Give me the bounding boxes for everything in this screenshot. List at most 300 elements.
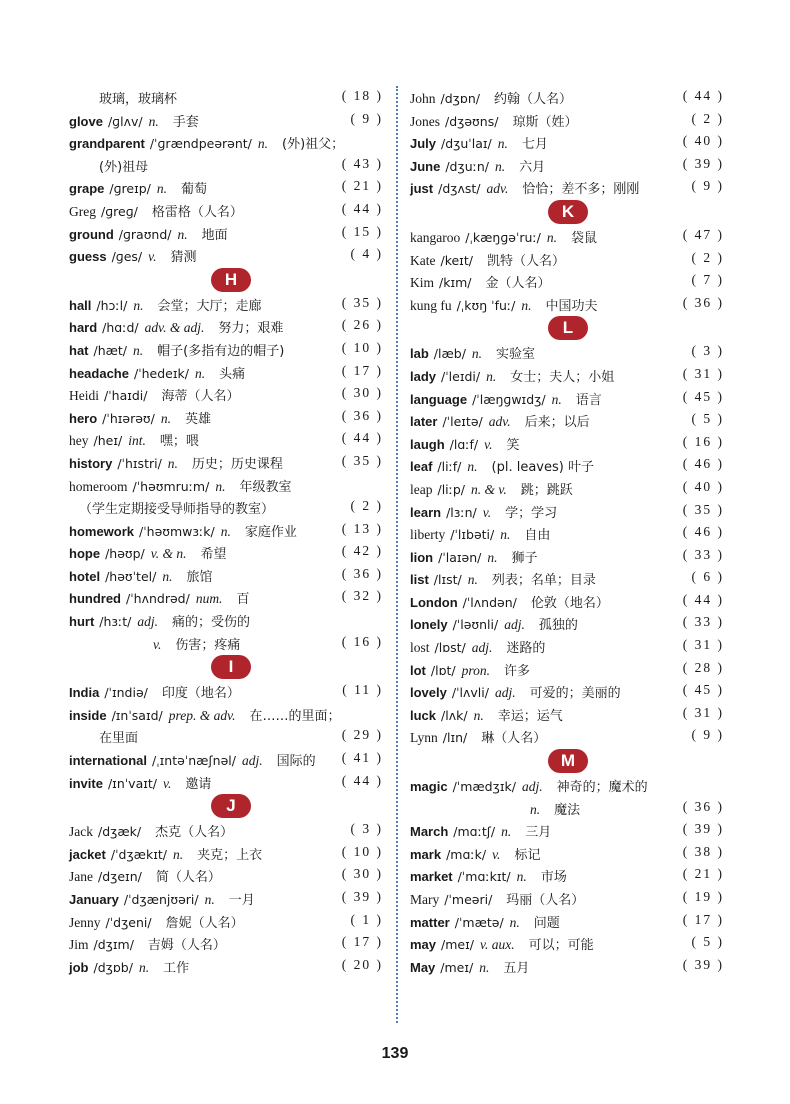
entry-text bbox=[410, 547, 538, 566]
part-of-speech: n. bbox=[204, 892, 215, 907]
phonetic: /dʒɒn/ bbox=[440, 91, 480, 106]
meaning: 海蒂（人名） bbox=[161, 389, 240, 405]
phonetic: /lɒst/ bbox=[434, 640, 466, 656]
lesson-reference: ( 16 ) bbox=[682, 433, 724, 449]
meaning: 杰克（人名） bbox=[155, 825, 234, 841]
lesson-reference: ( 46 ) bbox=[682, 524, 724, 540]
headword: history bbox=[69, 455, 113, 471]
part-of-speech: adj. bbox=[241, 753, 263, 769]
glossary-entry bbox=[410, 612, 724, 635]
meaning: 恰恰；差不多；刚刚 bbox=[522, 182, 640, 198]
part-of-speech: n. bbox=[194, 365, 206, 381]
headword: hero bbox=[69, 410, 98, 426]
entry-text bbox=[69, 634, 240, 653]
glossary-entry bbox=[410, 86, 724, 109]
headword: Heidi bbox=[69, 388, 99, 404]
entry-text bbox=[410, 682, 621, 701]
headword: lion bbox=[410, 549, 434, 565]
lesson-reference: ( 16 ) bbox=[341, 633, 383, 649]
entry-text bbox=[410, 776, 648, 795]
phonetic: /ˈhɪərəʊ/ bbox=[102, 410, 155, 426]
meaning: 在里面 bbox=[99, 731, 139, 747]
headword: Jim bbox=[69, 937, 89, 953]
entry-text bbox=[410, 250, 565, 269]
glossary-entry bbox=[410, 680, 724, 703]
glossary-entry bbox=[69, 887, 383, 910]
meaning: 家庭作业 bbox=[244, 524, 297, 540]
part-of-speech: n. bbox=[133, 297, 144, 313]
part-of-speech: n. bbox=[494, 158, 506, 174]
entry-text bbox=[69, 543, 227, 562]
glossary-entry bbox=[410, 590, 724, 613]
entry-text bbox=[410, 821, 551, 840]
meaning: 可以；可能 bbox=[528, 938, 594, 954]
headword: liberty bbox=[410, 527, 446, 543]
glossary-entry bbox=[69, 819, 383, 842]
entry-text bbox=[69, 611, 250, 630]
meaning: 痛的；受伤的 bbox=[172, 615, 251, 631]
headword: laugh bbox=[410, 436, 445, 452]
entry-text bbox=[410, 866, 567, 885]
glossary-entry bbox=[69, 609, 383, 632]
part-of-speech: n. bbox=[133, 342, 144, 358]
headword: hope bbox=[69, 546, 101, 562]
glossary-entry bbox=[69, 86, 383, 109]
lesson-reference: ( 44 ) bbox=[682, 591, 724, 607]
section-header bbox=[69, 793, 383, 819]
entry-text bbox=[410, 178, 639, 197]
meaning: 学；学习 bbox=[505, 505, 558, 521]
entry-text bbox=[69, 363, 245, 382]
lesson-reference: ( 44 ) bbox=[341, 200, 383, 216]
lesson-reference: ( 44 ) bbox=[341, 430, 383, 446]
meaning: (pl. leaves) 叶子 bbox=[491, 460, 594, 476]
headword: leaf bbox=[410, 459, 433, 475]
meaning: (外)祖父； bbox=[282, 137, 345, 153]
part-of-speech: n. bbox=[172, 846, 184, 862]
part-of-speech: n. bbox=[551, 391, 562, 407]
meaning: 列表；名单；目录 bbox=[491, 573, 596, 589]
entry-text bbox=[69, 453, 283, 472]
meaning: (外)祖母 bbox=[99, 159, 149, 175]
entry-text bbox=[69, 521, 297, 540]
entry-text bbox=[410, 133, 548, 152]
part-of-speech: v. bbox=[492, 846, 501, 862]
glossary-entry bbox=[69, 361, 383, 384]
meaning: 格雷格（人名） bbox=[151, 204, 243, 220]
meaning: 历史；历史课程 bbox=[191, 456, 283, 472]
meaning: 七月 bbox=[521, 137, 548, 153]
section-header bbox=[69, 267, 383, 293]
lesson-reference: ( 44 ) bbox=[341, 772, 383, 788]
entry-text bbox=[69, 750, 316, 769]
glossary-entry bbox=[410, 432, 724, 455]
section-header bbox=[410, 748, 724, 774]
phonetic: /ˈɪndiə/ bbox=[104, 685, 148, 701]
glossary-entry bbox=[410, 131, 724, 154]
headword: June bbox=[410, 158, 441, 174]
part-of-speech: adv. bbox=[486, 181, 509, 197]
glossary-entry bbox=[69, 564, 383, 587]
glossary-entry bbox=[69, 586, 383, 609]
phonetic: /meɪ/ bbox=[440, 959, 474, 975]
glossary-entry bbox=[69, 428, 383, 451]
phonetic: /ɪnˈsaɪd/ bbox=[111, 707, 163, 723]
section-letter-badge: L bbox=[548, 316, 588, 340]
lesson-reference: ( 17 ) bbox=[341, 362, 383, 378]
lesson-reference: ( 10 ) bbox=[341, 339, 383, 355]
phonetic: /ˈlʌvli/ bbox=[451, 685, 489, 701]
glossary-entry bbox=[69, 932, 383, 955]
meaning: 英雄 bbox=[184, 411, 211, 427]
glossary-entry bbox=[69, 541, 383, 564]
phonetic: /hæt/ bbox=[93, 342, 128, 358]
entry-text bbox=[410, 227, 597, 246]
entry-text bbox=[69, 340, 284, 359]
lesson-reference: ( 7 ) bbox=[691, 272, 724, 288]
lesson-reference: ( 1 ) bbox=[350, 911, 383, 927]
entry-text bbox=[69, 588, 249, 607]
part-of-speech: n. bbox=[257, 136, 269, 152]
entry-text bbox=[69, 295, 261, 314]
phonetic: /dʒæk/ bbox=[98, 824, 142, 840]
headword: job bbox=[69, 959, 89, 975]
part-of-speech: v. bbox=[163, 775, 172, 791]
phonetic: /dʒeɪn/ bbox=[98, 869, 142, 885]
phonetic: /ˈɡrændpeərənt/ bbox=[149, 136, 252, 152]
part-of-speech: n. bbox=[521, 297, 532, 313]
glossary-entry bbox=[410, 176, 724, 199]
meaning: 希望 bbox=[200, 547, 227, 563]
lesson-reference: ( 33 ) bbox=[682, 546, 724, 562]
meaning: 三月 bbox=[525, 825, 552, 841]
headword: Kim bbox=[410, 275, 435, 291]
glossary-entry bbox=[410, 225, 724, 248]
phonetic: /ˈmætə/ bbox=[454, 914, 504, 930]
headword: July bbox=[410, 136, 437, 152]
section-letter-badge: I bbox=[211, 655, 251, 679]
meaning: 地面 bbox=[201, 227, 228, 243]
glossary-entry bbox=[410, 500, 724, 523]
phonetic: /hɜːt/ bbox=[99, 614, 132, 630]
section-letter-badge: M bbox=[548, 749, 588, 773]
glossary-entry bbox=[410, 774, 724, 797]
part-of-speech: num. bbox=[195, 591, 223, 607]
meaning: 跳；跳跃 bbox=[520, 482, 573, 498]
meaning: 夹克；上衣 bbox=[197, 847, 263, 863]
entry-text bbox=[69, 566, 212, 585]
glossary-entry bbox=[69, 315, 383, 338]
part-of-speech: int. bbox=[128, 433, 146, 449]
glossary-entry bbox=[410, 364, 724, 387]
glossary-entry bbox=[69, 864, 383, 887]
entry-text bbox=[410, 569, 596, 588]
part-of-speech: n. bbox=[546, 229, 557, 245]
glossary-entry bbox=[410, 545, 724, 568]
meaning: 手套 bbox=[172, 114, 199, 130]
headword: learn bbox=[410, 504, 442, 520]
meaning: 会堂；大厅；走廊 bbox=[157, 298, 262, 314]
glossary-entry bbox=[69, 199, 383, 222]
entry-text bbox=[410, 343, 535, 362]
entry-text bbox=[410, 366, 614, 385]
meaning: 标记 bbox=[514, 847, 541, 863]
headword: language bbox=[410, 391, 468, 407]
part-of-speech: n. bbox=[220, 523, 231, 539]
glossary-column-left bbox=[69, 86, 383, 977]
phonetic: /mɑːk/ bbox=[446, 846, 487, 862]
part-of-speech: v. bbox=[484, 436, 493, 452]
glossary-entry bbox=[69, 748, 383, 771]
headword: homeroom bbox=[69, 478, 128, 494]
phonetic: /liːf/ bbox=[437, 459, 462, 475]
part-of-speech: n. bbox=[162, 568, 173, 584]
glossary-entry bbox=[69, 680, 383, 703]
lesson-reference: ( 45 ) bbox=[682, 388, 724, 404]
phonetic: /hɑːd/ bbox=[102, 320, 139, 336]
glossary-entry bbox=[410, 703, 724, 726]
part-of-speech: adv. & adj. bbox=[144, 320, 205, 336]
entry-text bbox=[410, 295, 597, 314]
part-of-speech: n. bbox=[215, 478, 226, 494]
entry-text bbox=[69, 773, 211, 792]
meaning: 可爱的；美丽的 bbox=[529, 686, 621, 702]
glossary-entry bbox=[69, 244, 383, 267]
entry-text bbox=[69, 866, 221, 885]
headword: John bbox=[410, 91, 436, 106]
lesson-reference: ( 47 ) bbox=[682, 226, 724, 242]
lesson-reference: ( 44 ) bbox=[682, 88, 724, 103]
lesson-reference: ( 42 ) bbox=[341, 543, 383, 559]
headword: hall bbox=[69, 297, 92, 313]
headword: may bbox=[410, 937, 437, 953]
entry-text bbox=[69, 957, 189, 976]
lesson-reference: ( 2 ) bbox=[691, 110, 724, 126]
headword: inside bbox=[69, 707, 107, 723]
entry-text bbox=[69, 844, 262, 863]
lesson-reference: ( 30 ) bbox=[341, 385, 383, 401]
headword: lonely bbox=[410, 617, 448, 633]
headword: Jones bbox=[410, 113, 440, 129]
entry-text bbox=[410, 479, 573, 498]
lesson-reference: ( 46 ) bbox=[682, 456, 724, 472]
phonetic: /ɡes/ bbox=[111, 249, 143, 265]
phonetic: /ˈlɪbəti/ bbox=[450, 527, 495, 543]
headword: hat bbox=[69, 342, 89, 358]
part-of-speech: adj. bbox=[521, 779, 543, 795]
phonetic: /ˈhaɪdi/ bbox=[104, 388, 148, 404]
meaning: 吉姆（人名） bbox=[147, 938, 226, 954]
headword: leap bbox=[410, 481, 433, 497]
meaning: 市场 bbox=[540, 870, 567, 886]
glossary-entry bbox=[410, 522, 724, 545]
phonetic: /ˌkæŋɡəˈruː/ bbox=[465, 229, 541, 245]
entry-text bbox=[69, 682, 240, 701]
phonetic: /lɜːn/ bbox=[446, 504, 477, 520]
headword: homework bbox=[69, 523, 135, 539]
meaning: 玻璃，玻璃杯 bbox=[99, 92, 178, 107]
phonetic: /ɡraʊnd/ bbox=[118, 226, 172, 242]
headword: hundred bbox=[69, 591, 121, 607]
entry-text bbox=[410, 524, 550, 543]
lesson-reference: ( 38 ) bbox=[682, 843, 724, 859]
phonetic: /meɪ/ bbox=[441, 937, 474, 953]
glossary-entry bbox=[69, 496, 383, 519]
glossary-entry bbox=[410, 955, 724, 978]
part-of-speech: n. bbox=[156, 181, 168, 197]
lesson-reference: ( 20 ) bbox=[341, 956, 383, 972]
glossary-entry bbox=[410, 725, 724, 748]
section-header bbox=[410, 315, 724, 341]
headword: invite bbox=[69, 775, 103, 791]
lesson-reference: ( 36 ) bbox=[341, 407, 383, 423]
entry-text bbox=[410, 389, 602, 408]
meaning: 詹妮（人名） bbox=[165, 915, 244, 931]
phonetic: /dʒəʊns/ bbox=[445, 113, 499, 129]
lesson-reference: ( 31 ) bbox=[682, 637, 724, 653]
glossary-entry bbox=[69, 383, 383, 406]
meaning: 嘿；喂 bbox=[159, 434, 199, 450]
meaning: 在……的里面； bbox=[249, 708, 341, 724]
section-header bbox=[69, 654, 383, 680]
section-letter-badge: K bbox=[548, 200, 588, 224]
phonetic: /mɑːtʃ/ bbox=[453, 824, 496, 840]
entry-text bbox=[69, 476, 291, 495]
glossary-entry bbox=[69, 703, 383, 726]
phonetic: /dʒʌst/ bbox=[438, 181, 481, 197]
meaning: 许多 bbox=[504, 663, 531, 679]
headword: lost bbox=[410, 640, 430, 656]
lesson-reference: ( 21 ) bbox=[682, 866, 724, 882]
glossary-entry bbox=[69, 406, 383, 429]
meaning: 孤独的 bbox=[538, 618, 578, 634]
part-of-speech: n. bbox=[148, 113, 159, 129]
entry-text bbox=[410, 727, 546, 746]
section-letter-badge: J bbox=[211, 794, 251, 818]
entry-text bbox=[69, 912, 244, 931]
headword: hurt bbox=[69, 614, 95, 630]
lesson-reference: ( 35 ) bbox=[341, 452, 383, 468]
phonetic: /lɪst/ bbox=[433, 572, 462, 588]
phonetic: /læb/ bbox=[433, 346, 466, 362]
lesson-reference: ( 9 ) bbox=[691, 727, 724, 743]
phonetic: /dʒɒb/ bbox=[93, 959, 133, 975]
glossary-entry bbox=[410, 477, 724, 500]
entry-text bbox=[410, 934, 594, 953]
meaning: 猜测 bbox=[170, 250, 197, 266]
lesson-reference: ( 43 ) bbox=[341, 155, 383, 171]
entry-text bbox=[69, 111, 199, 130]
lesson-reference: ( 36 ) bbox=[682, 798, 724, 814]
headword: hotel bbox=[69, 568, 101, 584]
meaning: 五月 bbox=[503, 960, 530, 976]
part-of-speech: n. bbox=[530, 801, 541, 817]
headword: hard bbox=[69, 320, 98, 336]
entry-text bbox=[410, 434, 520, 453]
lesson-reference: ( 39 ) bbox=[682, 821, 724, 837]
phonetic: /ˈlʌndən/ bbox=[462, 594, 517, 610]
lesson-reference: ( 18 ) bbox=[341, 88, 383, 103]
entry-text bbox=[410, 614, 578, 633]
glossary-column-right bbox=[410, 86, 724, 977]
entry-text bbox=[69, 727, 138, 746]
lesson-reference: ( 35 ) bbox=[682, 501, 724, 517]
glossary-entry bbox=[410, 248, 724, 271]
lesson-reference: ( 11 ) bbox=[342, 682, 383, 698]
column-divider bbox=[396, 86, 398, 1023]
entry-text bbox=[69, 889, 255, 908]
phonetic: /heɪ/ bbox=[93, 433, 123, 449]
lesson-reference: ( 17 ) bbox=[682, 911, 724, 927]
part-of-speech: n. bbox=[160, 410, 171, 426]
part-of-speech: adv. bbox=[488, 414, 511, 430]
lesson-reference: ( 3 ) bbox=[691, 343, 724, 359]
part-of-speech: adj. bbox=[504, 617, 525, 633]
headword: magic bbox=[410, 779, 448, 795]
glossary-entry bbox=[410, 341, 724, 364]
meaning: 凯特（人名） bbox=[486, 253, 565, 269]
phonetic: /dʒuˈlaɪ/ bbox=[441, 136, 492, 152]
glossary-entry bbox=[410, 387, 724, 410]
headword: ground bbox=[69, 226, 114, 242]
lesson-reference: ( 31 ) bbox=[682, 365, 724, 381]
glossary-entry bbox=[69, 632, 383, 655]
lesson-reference: ( 9 ) bbox=[691, 178, 724, 194]
glossary-entry bbox=[410, 864, 724, 887]
part-of-speech: n. bbox=[177, 226, 188, 242]
entry-text bbox=[410, 456, 594, 475]
part-of-speech: v. aux. bbox=[479, 937, 515, 953]
headword: just bbox=[410, 181, 434, 197]
phonetic: /həʊˈtel/ bbox=[105, 568, 157, 584]
meaning: 自由 bbox=[524, 528, 551, 544]
headword: kangaroo bbox=[410, 229, 461, 245]
part-of-speech: n. bbox=[501, 824, 512, 840]
phonetic: /ɡreɡ/ bbox=[101, 203, 138, 219]
glossary-entry bbox=[410, 270, 724, 293]
entry-text bbox=[410, 156, 545, 175]
entry-text bbox=[410, 592, 609, 611]
lesson-reference: ( 4 ) bbox=[350, 246, 383, 262]
lesson-reference: ( 5 ) bbox=[691, 934, 724, 950]
part-of-speech: v. & n. bbox=[150, 546, 187, 562]
meaning: 努力；艰难 bbox=[218, 321, 284, 337]
meaning: 神奇的；魔术的 bbox=[556, 780, 648, 796]
entry-text bbox=[410, 88, 572, 107]
entry-text bbox=[410, 912, 560, 931]
entry-text bbox=[69, 408, 211, 427]
entry-text bbox=[69, 246, 197, 265]
entry-text bbox=[410, 411, 590, 430]
meaning: 伦敦（地名） bbox=[530, 595, 609, 611]
part-of-speech: n. bbox=[486, 368, 497, 384]
section-letter-badge: H bbox=[211, 268, 251, 292]
headword: Lynn bbox=[410, 730, 438, 746]
headword: January bbox=[69, 892, 119, 907]
entry-text bbox=[410, 111, 577, 130]
meaning: 约翰（人名） bbox=[493, 92, 572, 107]
lesson-reference: ( 13 ) bbox=[341, 520, 383, 536]
entry-text bbox=[69, 821, 233, 840]
glossary-entry bbox=[69, 451, 383, 474]
entry-text bbox=[69, 498, 274, 517]
lesson-reference: ( 29 ) bbox=[341, 727, 383, 743]
part-of-speech: n. bbox=[497, 136, 508, 152]
meaning: 头痛 bbox=[219, 366, 246, 382]
phonetic: /lɑːf/ bbox=[449, 436, 479, 452]
meaning: 工作 bbox=[163, 960, 190, 976]
lesson-reference: ( 41 ) bbox=[341, 750, 383, 766]
